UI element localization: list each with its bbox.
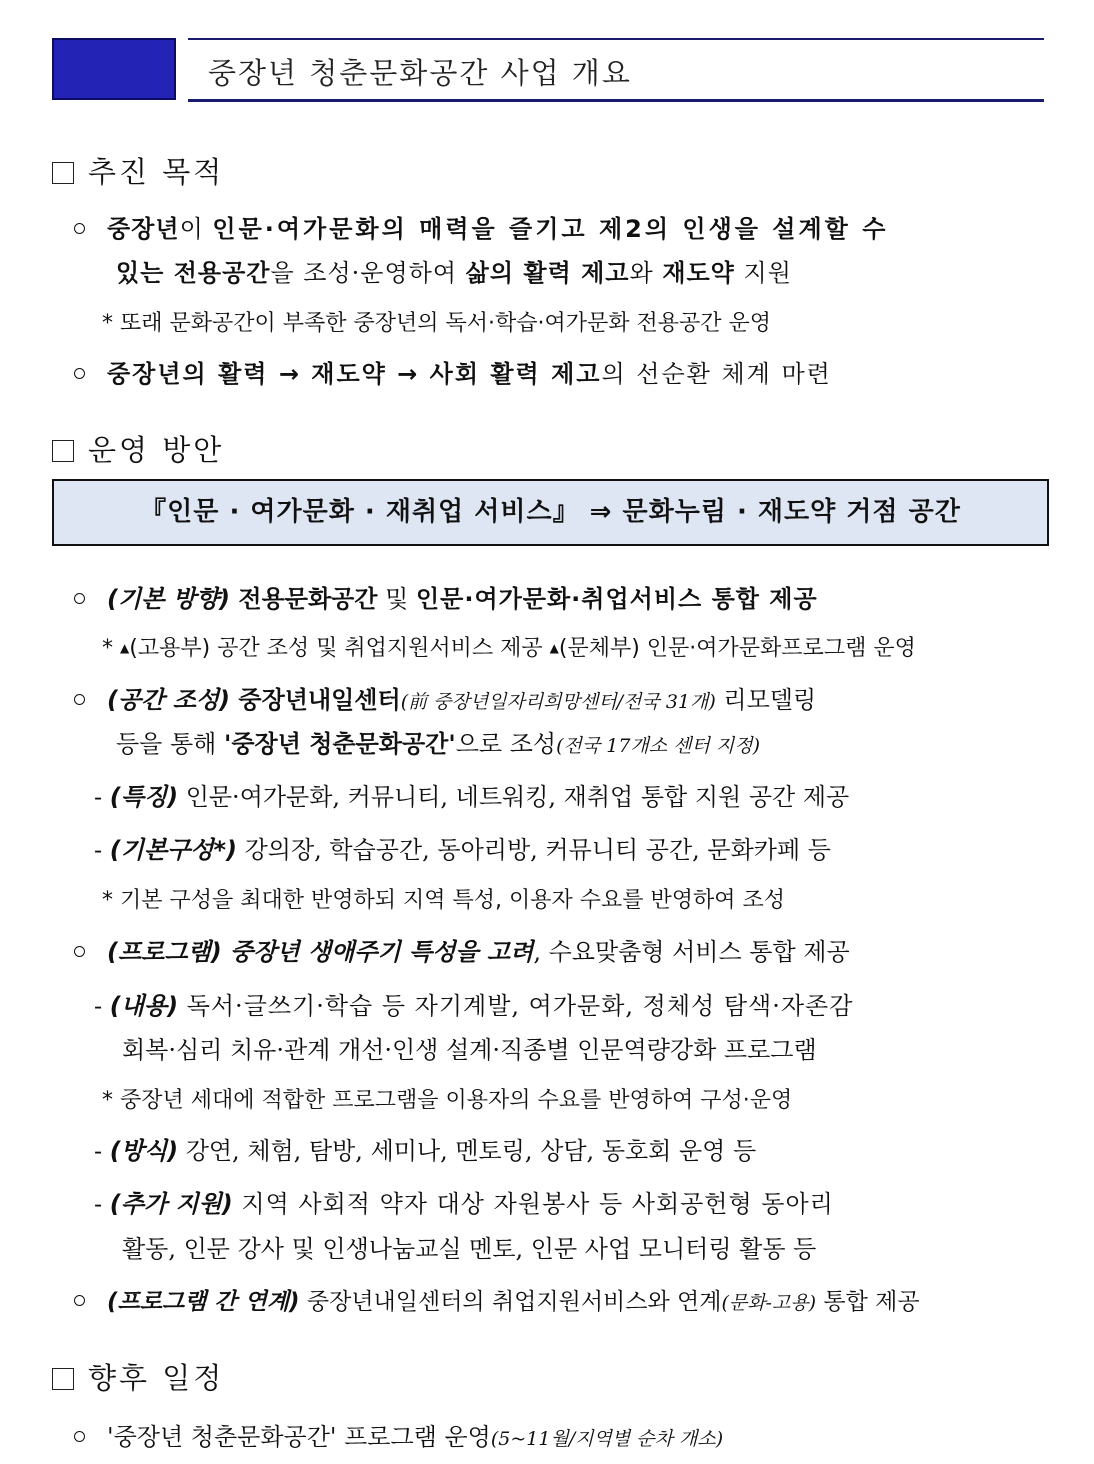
page-title: 중장년 청춘문화공간 사업 개요 xyxy=(208,56,632,90)
note-ministries: * ▲(고용부) 공간 조성 및 취업지원서비스 제공 ▲(문체부) 인문·여가문화프로그램 운영 xyxy=(102,636,916,661)
dash-content: - (내용) 독서·글쓰기·학습 등 자기계발, 여가문화, 정체성 탐색·자존감 xyxy=(94,992,854,1020)
dash-basic-composition: - (기본구성*) 강의장, 학습공간, 동아리방, 커뮤니티 공간, 문화카페 등 xyxy=(94,836,831,864)
highlight-banner: 『인문 · 여가문화 · 재취업 서비스』 ⇒ 문화누림 · 재도약 거점 공간 xyxy=(52,479,1049,546)
circle-bullet-icon xyxy=(74,1431,85,1442)
circle-bullet-icon xyxy=(74,593,85,604)
circle-bullet-icon xyxy=(74,368,85,379)
bullet-space-creation: (공간 조성) 중장년내일센터(前 중장년일자리희망센터/전국 31개) 리모델링 xyxy=(74,680,816,715)
section-heading-schedule: 향후 일정 xyxy=(52,1356,224,1397)
note-composition: * 기본 구성을 최대한 반영하되 지역 특성, 이용자 수요를 반영하여 조성 xyxy=(102,888,785,913)
circle-bullet-icon xyxy=(74,946,85,957)
checkbox-square-icon xyxy=(52,440,74,462)
bullet-program-linkage: (프로그램 간 연계) 중장년내일센터의 취업지원서비스와 연계(문화-고용) 통합 제공 xyxy=(74,1283,920,1316)
bullet-purpose-1: 중장년이 인문·여가문화의 매력을 즐기고 제2의 인생을 설계할 수 xyxy=(74,209,888,244)
circle-bullet-icon xyxy=(74,223,85,234)
bullet-space-creation-cont: 등을 통해 '중장년 청춘문화공간'으로 조성(전국 17개소 센터 지정) xyxy=(116,730,761,758)
bullet-basic-direction: (기본 방향) 전용문화공간 및 인문·여가문화·취업서비스 통합 제공 xyxy=(74,579,818,614)
dash-content-cont: 회복·심리 치유·관계 개선·인생 설계·직종별 인문역량강화 프로그램 xyxy=(122,1036,817,1064)
dash-additional-support-cont: 활동, 인문 강사 및 인생나눔교실 멘토, 인문 사업 모니터링 활동 등 xyxy=(122,1235,817,1263)
dash-additional-support: - (추가 지원) 지역 사회적 약자 대상 자원봉사 등 사회공헌형 동아리 xyxy=(94,1190,834,1218)
circle-bullet-icon xyxy=(74,694,85,705)
dash-method: - (방식) 강연, 체험, 탐방, 세미나, 멘토링, 상담, 동호회 운영 등 xyxy=(94,1137,757,1165)
note-purpose-1: * 또래 문화공간이 부족한 중장년의 독서·학습·여가문화 전용공간 운영 xyxy=(102,311,771,336)
title-color-block xyxy=(52,38,176,100)
section-heading-operation: 운영 방안 xyxy=(52,428,224,469)
bullet-program: (프로그램) 중장년 생애주기 특성을 고려, 수요맞춤형 서비스 통합 제공 xyxy=(74,932,850,967)
triangle-up-icon: ▲ xyxy=(120,641,130,655)
title-bar xyxy=(188,38,1044,102)
checkbox-square-icon xyxy=(52,162,74,184)
section-heading-purpose: 추진 목적 xyxy=(52,150,224,191)
bullet-schedule: '중장년 청춘문화공간' 프로그램 운영(5~11월/지역별 순차 개소) xyxy=(74,1417,723,1452)
circle-bullet-icon xyxy=(74,1295,85,1306)
dash-features: - (특징) 인문·여가문화, 커뮤니티, 네트워킹, 재취업 통합 지원 공간 제공 xyxy=(94,783,850,811)
checkbox-square-icon xyxy=(52,1368,74,1390)
triangle-up-icon: ▲ xyxy=(549,641,559,655)
bullet-purpose-1-cont: 있는 전용공간을 조성·운영하여 삶의 활력 제고와 재도약 지원 xyxy=(116,259,792,287)
bullet-purpose-2: 중장년의 활력 → 재도약 → 사회 활력 제고의 선순환 체계 마련 xyxy=(74,354,832,389)
note-program: * 중장년 세대에 적합한 프로그램을 이용자의 수요를 반영하여 구성·운영 xyxy=(102,1088,793,1113)
